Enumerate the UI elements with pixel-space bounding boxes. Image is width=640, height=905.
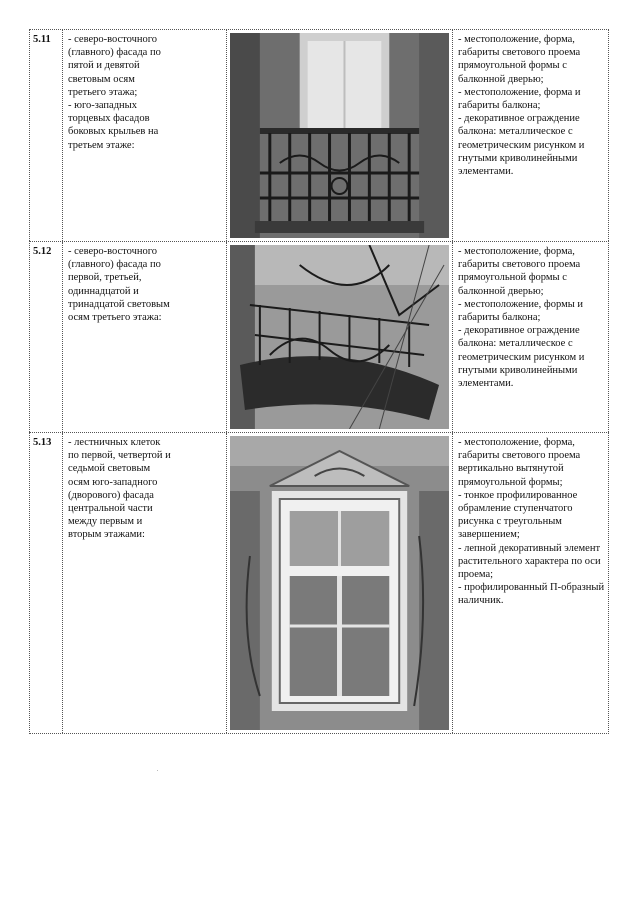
balcony-railing-photo (230, 245, 449, 429)
row-number: 5.13 (33, 437, 52, 448)
description-text: - местоположение, форма, габариты светового проема прямоугольной формы с балконной дверью; - местоположение, форма и габариты балкона; - декоративное ограждение балкона: металлическое с геометрическим рисунком и гнутыми криволинейными элементами. (458, 34, 585, 178)
table-row (29, 29, 609, 241)
photo-cell (227, 30, 453, 241)
table-row (29, 241, 609, 432)
object-text: - северо-восточного (главного) фасада по первой, третьей, одиннадцатой и тринадцатой световым осям третьего этажа: (68, 246, 170, 324)
description-cell (453, 433, 608, 733)
description-cell (453, 242, 608, 432)
photo-cell (227, 242, 453, 432)
balcony-door-photo (230, 33, 449, 238)
staircase-window-photo (230, 436, 449, 730)
description-text: - местоположение, форма, габариты светового проема прямоугольной формы с балконной дверью; - местоположение, формы и габариты балкона; - декоративное ограждение балкона: металлическое с геометрическим рисунком и гнутыми криволинейными элементами. (458, 246, 585, 390)
object-text: - лестничных клеток по первой, четвертой и седьмой световым осям юго-западного (дворового) фасада центральной части между первым и вторым этажами: (68, 437, 171, 541)
scan-speck (157, 770, 158, 771)
row-number-cell (30, 242, 63, 432)
row-number: 5.11 (33, 34, 51, 45)
object-cell (63, 242, 227, 432)
row-number-cell (30, 30, 63, 241)
photo-cell (227, 433, 453, 733)
row-number: 5.12 (33, 246, 52, 257)
table-row (29, 432, 609, 734)
description-cell (453, 30, 608, 241)
object-text: - северо-восточного (главного) фасада по пятой и девятой световым осям третьего этажа; - юго-западных торцевых фасадов боковых крыльев на третьем этаже: (68, 34, 161, 151)
description-text: - местоположение, форма, габариты светового проема вертикально вытянутой прямоугольной формы; - тонкое профилированное обрамление ступенчатого рисунка с треугольным завершением; - лепной декоративный элемент растительного характера по оси проема; - профилированный П-образный наличник. (458, 437, 605, 607)
object-cell (63, 433, 227, 733)
object-cell (63, 30, 227, 241)
monument-elements-table (29, 29, 609, 734)
row-number-cell (30, 433, 63, 733)
